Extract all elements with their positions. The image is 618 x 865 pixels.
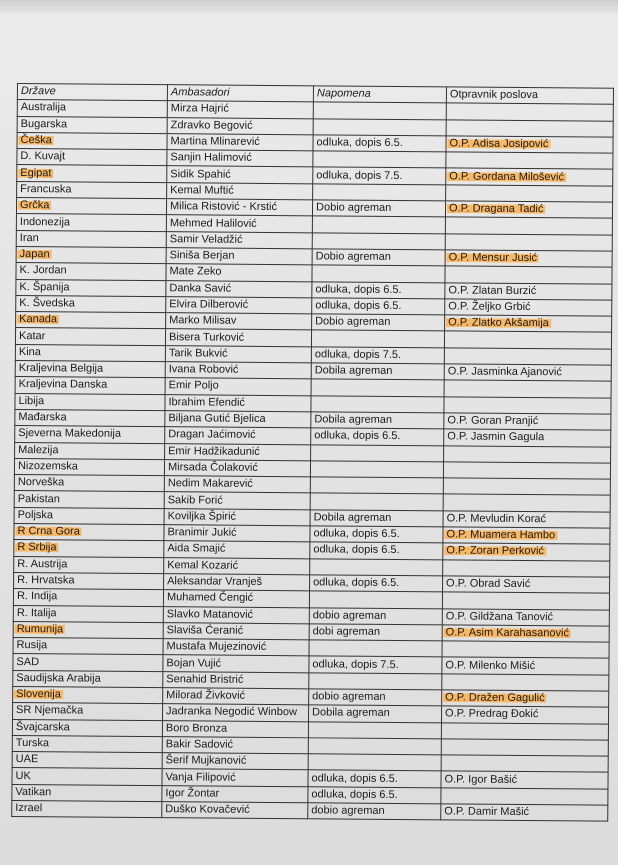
- note-cell: Dobila agreman: [310, 510, 443, 527]
- charge-cell: [442, 690, 609, 708]
- note-cell: odluka, dopis 6.5.: [308, 787, 441, 804]
- charge-cell: O.P. Obrad Savić: [443, 576, 610, 594]
- charge-cell: [444, 380, 611, 398]
- charge-cell: [446, 103, 613, 121]
- country-cell: K. Jordan: [16, 263, 166, 280]
- note-cell: [309, 672, 442, 689]
- charge-cell: [446, 119, 613, 137]
- country-cell: K. Španija: [16, 279, 166, 296]
- country-cell: Norveška: [14, 475, 164, 492]
- ambassador-cell: Vanja Filipović: [162, 769, 308, 786]
- country-cell: [16, 198, 166, 215]
- country-cell: Izrael: [12, 801, 162, 818]
- country-cell: Katar: [15, 328, 165, 345]
- note-cell: Dobio agreman: [312, 249, 445, 266]
- ambassador-cell: Emir Hadžikadunić: [165, 443, 311, 460]
- note-cell: [312, 216, 445, 233]
- header-note: Napomena: [313, 86, 446, 103]
- charge-cell: [444, 348, 611, 366]
- highlighted-charge: O.P. Muamera Hambo: [446, 528, 556, 542]
- country-cell: Francuska: [17, 181, 167, 198]
- ambassador-cell: Ibrahim Efendić: [165, 394, 311, 411]
- ambassador-cell: Bisera Turković: [165, 329, 311, 346]
- header-charge-daffaires: Otpravnik poslova: [446, 87, 613, 105]
- charge-cell: [441, 755, 608, 773]
- ambassador-cell: Kemal Muftić: [167, 182, 313, 199]
- ambassador-cell: Mirza Hajrić: [167, 101, 313, 118]
- note-cell: [308, 754, 441, 771]
- charge-cell: [445, 217, 612, 235]
- note-cell: dobio agreman: [309, 607, 442, 624]
- ambassador-cell: Sidik Spahić: [167, 166, 313, 183]
- ambassador-cell: Nedim Makarević: [164, 476, 310, 493]
- note-cell: [313, 118, 446, 135]
- ambassador-cell: Mirsada Čolaković: [164, 459, 310, 476]
- note-cell: Dobila agreman: [308, 705, 441, 722]
- ambassador-cell: Aleksandar Vranješ: [164, 574, 310, 591]
- note-cell: dobio agreman: [308, 803, 441, 820]
- charge-cell: O.P. Jasmin Gagula: [444, 429, 611, 447]
- note-cell: Dobila agreman: [311, 363, 444, 380]
- charge-cell: [441, 722, 608, 740]
- ambassador-cell: Siniša Berjan: [166, 248, 312, 265]
- note-cell: [311, 330, 444, 347]
- country-cell: [14, 540, 164, 557]
- note-cell: [310, 558, 443, 575]
- country-cell: R. Italija: [13, 605, 163, 622]
- highlighted-charge: O.P. Mensur Jusić: [448, 251, 538, 265]
- highlighted-charge: O.P. Dražen Gagulić: [445, 691, 545, 705]
- note-cell: [313, 102, 446, 119]
- country-cell: SR Njemačka: [13, 703, 163, 720]
- note-cell: odluka, dopis 7.5.: [309, 656, 442, 673]
- highlighted-country: R Crna Gora: [17, 525, 80, 538]
- country-cell: UAE: [12, 752, 162, 769]
- charge-cell: O.P. Jasminka Ajanović: [444, 364, 611, 382]
- charge-cell: O.P. Igor Bašić: [441, 771, 608, 789]
- note-cell: [311, 379, 444, 396]
- note-cell: odluka, dopis 6.5.: [312, 298, 445, 315]
- note-cell: [309, 640, 442, 657]
- note-cell: odluka, dopis 6.5.: [308, 770, 441, 787]
- ambassador-cell: Tarik Bukvić: [165, 345, 311, 362]
- highlighted-charge: O.P. Asim Karahasanović: [445, 626, 570, 640]
- country-cell: D. Kuvajt: [17, 149, 167, 166]
- charge-cell: O.P. Gildžana Tanović: [442, 608, 609, 626]
- ambassador-cell: Mehmed Halilović: [166, 215, 312, 232]
- highlighted-charge: O.P. Zoran Perković: [446, 544, 545, 558]
- country-cell: R. Austrija: [14, 556, 164, 573]
- note-cell: odluka, dopis 7.5.: [311, 347, 444, 364]
- note-cell: dobi agreman: [309, 624, 442, 641]
- highlighted-charge: O.P. Adisa Josipović: [449, 137, 549, 151]
- charge-cell: [444, 445, 611, 463]
- charge-cell: [446, 185, 613, 203]
- note-cell: [310, 493, 443, 510]
- ambassador-cell: Samir Veladžić: [166, 231, 312, 248]
- charge-cell: [443, 559, 610, 577]
- ambassador-cell: Branimir Jukić: [164, 525, 310, 542]
- country-cell: Kina: [15, 344, 165, 361]
- country-cell: [16, 312, 166, 329]
- charge-cell: [443, 478, 610, 496]
- charge-cell: [445, 266, 612, 284]
- charge-cell: [443, 494, 610, 512]
- ambassador-cell: Muhamed Čengić: [163, 590, 309, 607]
- charge-cell: [442, 674, 609, 692]
- country-cell: R. Hrvatska: [14, 572, 164, 589]
- note-cell: [309, 591, 442, 608]
- ambassador-cell: Emir Poljo: [165, 378, 311, 395]
- charge-cell: [444, 331, 611, 349]
- country-cell: [14, 524, 164, 541]
- charge-cell: O.P. Željko Grbić: [445, 299, 612, 317]
- country-cell: Švajcarska: [12, 719, 162, 736]
- country-cell: Vatikan: [12, 784, 162, 801]
- note-cell: odluka, dopis 6.5.: [310, 542, 443, 559]
- country-cell: Kraljevina Belgija: [15, 361, 165, 378]
- charge-cell: [446, 136, 613, 154]
- country-cell: Libija: [15, 393, 165, 410]
- highlighted-charge: O.P. Gordana Milošević: [449, 170, 565, 183]
- note-cell: [311, 395, 444, 412]
- highlighted-country: Kanada: [19, 313, 58, 326]
- country-cell: Saudijska Arabija: [13, 670, 163, 687]
- ambassador-cell: Aida Smajić: [164, 541, 310, 558]
- ambassador-cell: Duško Kovačević: [162, 802, 308, 819]
- ambassador-cell: Koviljka Špirić: [164, 508, 310, 525]
- charge-cell: O.P. Zlatan Burzić: [445, 282, 612, 300]
- note-cell: Dobio agreman: [312, 314, 445, 331]
- ambassador-cell: Kemal Kozarić: [164, 557, 310, 574]
- charge-cell: [443, 543, 610, 561]
- ambassador-cell: Elvira Dilberović: [166, 297, 312, 314]
- note-cell: Dobio agreman: [312, 200, 445, 217]
- country-cell: Sjeverna Makedonija: [15, 426, 165, 443]
- note-cell: odluka, dopis 6.5.: [310, 575, 443, 592]
- note-cell: [308, 738, 441, 755]
- country-cell: Poljska: [14, 507, 164, 524]
- ambassador-cell: Dragan Jaćimović: [165, 427, 311, 444]
- ambassador-cell: Sanjin Halimović: [167, 150, 313, 167]
- charge-cell: O.P. Goran Pranjić: [444, 413, 611, 431]
- charge-cell: O.P. Mevludin Korać: [443, 511, 610, 529]
- ambassador-cell: Slavko Matanović: [163, 606, 309, 623]
- highlighted-charge: O.P. Dragana Tadić: [448, 202, 544, 216]
- charge-cell: [446, 168, 613, 186]
- country-cell: Mađarska: [15, 409, 165, 426]
- paper-shadow: [0, 0, 618, 14]
- ambassador-cell: Bakir Sadović: [162, 737, 308, 754]
- note-cell: [311, 444, 444, 461]
- note-cell: Dobila agreman: [311, 412, 444, 429]
- country-cell: Australija: [17, 100, 167, 117]
- charge-cell: [443, 462, 610, 480]
- country-cell: Nizozemska: [14, 458, 164, 475]
- header-countries: Države: [17, 84, 167, 101]
- country-cell: K. Švedska: [16, 295, 166, 312]
- country-cell: [17, 132, 167, 149]
- note-cell: odluka, dopis 6.5.: [311, 428, 444, 445]
- note-cell: odluka, dopis 6.5.: [313, 135, 446, 152]
- country-cell: Rusija: [13, 638, 163, 655]
- note-cell: [310, 477, 443, 494]
- country-cell: Pakistan: [14, 491, 164, 508]
- charge-cell: [442, 641, 609, 659]
- ambassador-cell: Slaviša Ćeranić: [163, 622, 309, 639]
- note-cell: [310, 461, 443, 478]
- note-cell: [313, 151, 446, 168]
- country-cell: Indonezija: [16, 214, 166, 231]
- ambassador-cell: Milorad Živković: [163, 688, 309, 705]
- ambassador-cell: Biljana Gutić Bjelica: [165, 411, 311, 428]
- highlighted-country: Japan: [19, 248, 50, 261]
- charge-cell: [442, 592, 609, 610]
- country-cell: UK: [12, 768, 162, 785]
- country-cell: Bugarska: [17, 116, 167, 133]
- country-cell: [17, 165, 167, 182]
- charge-cell: [445, 201, 612, 219]
- country-cell: Malezija: [15, 442, 165, 459]
- country-cell: SAD: [13, 654, 163, 671]
- charge-cell: O.P. Predrag Đokić: [441, 706, 608, 724]
- ambassador-cell: Mate Zeko: [166, 264, 312, 281]
- charge-cell: [444, 397, 611, 415]
- charge-cell: [441, 788, 608, 806]
- country-cell: Iran: [16, 230, 166, 247]
- country-cell: Turska: [12, 735, 162, 752]
- highlighted-charge: O.P. Zlatko Akšamija: [448, 316, 549, 330]
- note-cell: dobio agreman: [309, 689, 442, 706]
- charge-cell: [445, 234, 612, 252]
- ambassador-cell: Bojan Vujić: [163, 655, 309, 672]
- ambassador-cell: Martina Mlinarević: [167, 134, 313, 151]
- ambassador-cell: Ivana Robović: [165, 362, 311, 379]
- note-cell: odluka, dopis 6.5.: [312, 281, 445, 298]
- charge-cell: [443, 527, 610, 545]
- highlighted-country: Egipat: [20, 166, 52, 179]
- charge-cell: O.P. Damir Mašić: [441, 804, 608, 822]
- highlighted-country: Slovenija: [16, 688, 61, 701]
- country-cell: [13, 686, 163, 703]
- table-body: [12, 100, 614, 822]
- note-cell: [313, 184, 446, 201]
- highlighted-country: Grčka: [19, 199, 50, 212]
- note-cell: odluka, dopis 6.5.: [310, 526, 443, 543]
- highlighted-country: R Srbija: [17, 541, 57, 554]
- country-cell: Kraljevina Danska: [15, 377, 165, 394]
- ambassador-cell: Danka Savić: [166, 280, 312, 297]
- charge-cell: [441, 739, 608, 757]
- ambassador-cell: Jadranka Negodić Winbow: [162, 704, 308, 721]
- ambassadors-table: [11, 83, 614, 822]
- ambassador-cell: Igor Žontar: [162, 785, 308, 802]
- highlighted-country: Češka: [20, 134, 52, 147]
- charge-cell: [445, 315, 612, 333]
- ambassador-cell: Mustafa Mujezinović: [163, 639, 309, 656]
- ambassador-cell: Šerif Mujkanović: [162, 753, 308, 770]
- table-row: [12, 801, 608, 822]
- ambassador-cell: Marko Milisav: [166, 313, 312, 330]
- ambassador-cell: Zdravko Begović: [167, 117, 313, 134]
- note-cell: [308, 721, 441, 738]
- charge-cell: [445, 250, 612, 268]
- ambassador-cell: Sakib Forić: [164, 492, 310, 509]
- charge-cell: O.P. Milenko Mišić: [442, 657, 609, 675]
- country-cell: R. Indija: [13, 589, 163, 606]
- note-cell: odluka, dopis 7.5.: [313, 167, 446, 184]
- ambassador-cell: Milica Ristović - Krstić: [166, 199, 312, 216]
- note-cell: [312, 265, 445, 282]
- charge-cell: [442, 625, 609, 643]
- ambassador-cell: Senahid Bristrić: [163, 671, 309, 688]
- ambassador-cell: Boro Bronza: [162, 720, 308, 737]
- country-cell: [16, 246, 166, 263]
- note-cell: [312, 232, 445, 249]
- charge-cell: [446, 152, 613, 170]
- header-ambassadors: Ambasadori: [167, 85, 313, 102]
- highlighted-country: Rumunija: [16, 622, 64, 636]
- country-cell: [13, 621, 163, 638]
